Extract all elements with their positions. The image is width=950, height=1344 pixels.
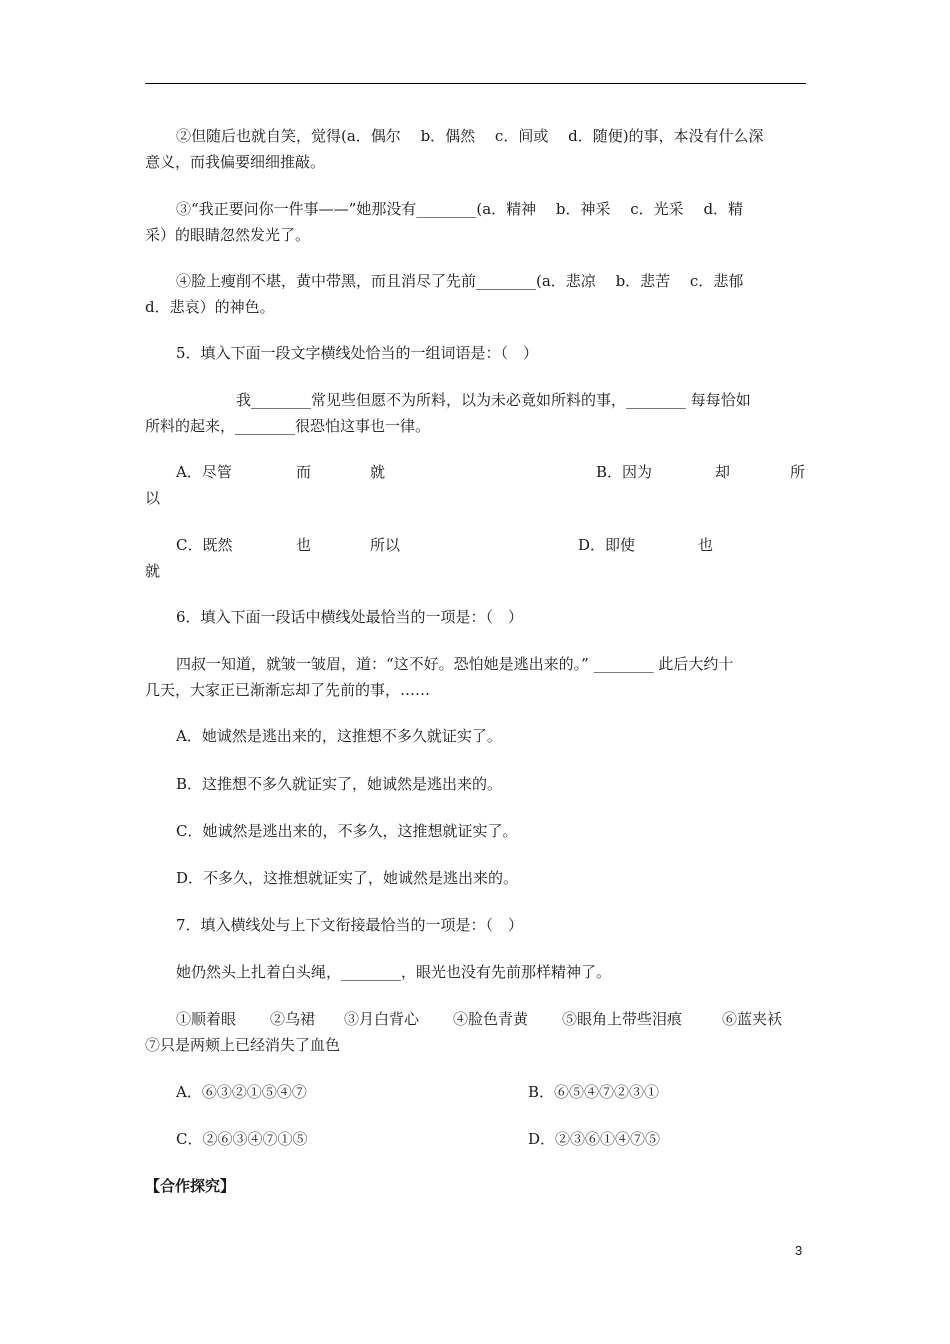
section-heading-bold: 合作	[160, 1177, 191, 1195]
question-7-text: 她仍然头上扎着白头绳，________，眼光也没有先前那样精神了。	[176, 963, 612, 981]
q5-option-c-word-2: 也	[296, 536, 312, 554]
q5-option-d-word-2: 也	[698, 536, 714, 554]
question-6-text-line-2: 几天，大家正已渐渐忘却了先前的事，……	[145, 681, 431, 699]
item-3-line-1: ③“我正要问你一件事——”她那没有________(a．精神 b．神采 c．光采 d．精	[176, 200, 744, 218]
q5-option-b-word-3: 所	[790, 463, 806, 481]
q5-option-b-word-2: 却	[715, 463, 731, 481]
q6-option-a: A．她诚然是逃出来的，这推想不多久就证实了。	[176, 727, 502, 745]
item-3-line-2: 采）的眼睛忽然发光了。	[145, 226, 311, 244]
q5-option-a-word-2: 而	[296, 463, 312, 481]
q5-option-a-label: A．尽管	[176, 463, 232, 481]
q5-option-b-wrap: 以	[145, 489, 161, 507]
q7-option-d: D．②③⑥①④⑦⑤	[528, 1130, 661, 1148]
q7-item-4: ④脸色青黄	[453, 1010, 529, 1028]
section-bracket-open: 【	[145, 1177, 161, 1195]
item-4-line-2: d．悲哀）的神色。	[145, 298, 275, 316]
q5-option-c-word-3: 所以	[370, 536, 401, 554]
q7-item-6: ⑥蓝夹袄	[722, 1010, 783, 1028]
item-4-line-1: ④脸上瘦削不堪，黄中带黑，而且消尽了先前________(a．悲凉 b．悲苦 c．悲郁	[176, 272, 744, 290]
q6-option-c: C．她诚然是逃出来的，不多久，这推想就证实了。	[176, 822, 518, 840]
question-5-text-line-2: 所料的起来，________很恐怕这事也一律。	[145, 417, 431, 435]
q5-option-a-word-3: 就	[370, 463, 386, 481]
q7-item-3: ③月白背心	[344, 1010, 420, 1028]
q7-option-c: C．②⑥③④⑦①⑤	[176, 1130, 308, 1148]
q7-option-b: B．⑥⑤④⑦②③①	[528, 1083, 660, 1101]
q7-item-7: ⑦只是两颊上已经消失了血色	[145, 1036, 341, 1054]
question-5-text-line-1: 我________常见些但愿不为所料，以为未必竟如所料的事，________ 每每恰如	[236, 391, 751, 409]
q7-item-5: ⑤眼角上带些泪痕	[562, 1010, 683, 1028]
header-rule	[145, 83, 806, 84]
q5-option-b-label: B．因为	[596, 463, 653, 481]
question-7-stem: 7．填入横线处与上下文衔接最恰当的一项是：（ ）	[176, 916, 524, 934]
q5-option-d-label: D．即使	[578, 536, 636, 554]
q5-option-d-wrap: 就	[145, 562, 161, 580]
q7-option-a: A．⑥③②①⑤④⑦	[176, 1083, 307, 1101]
q6-option-b: B．这推想不多久就证实了，她诚然是逃出来的。	[176, 775, 503, 793]
section-heading-rest: 探究】	[190, 1177, 236, 1195]
item-2-line-1: ②但随后也就自笑，觉得(a．偶尔 b．偶然 c．间或 d．随便)的事，本没有什么深	[176, 127, 764, 145]
q6-option-d: D．不多久，这推想就证实了，她诚然是逃出来的。	[176, 869, 519, 887]
section-heading	[145, 1173, 806, 1199]
question-5-stem: 5．填入下面一段文字横线处恰当的一组词语是：（ ）	[176, 344, 539, 362]
page-number: 3	[795, 1243, 803, 1258]
question-6-text-line-1: 四叔一知道，就皱一皱眉，道：“这不好。恐怕她是逃出来的。” ________ 此后大约十	[176, 655, 734, 673]
q5-option-c-label: C．既然	[176, 536, 233, 554]
item-2-line-2: 意义，而我偏要细细推敲。	[145, 153, 326, 171]
question-6-stem: 6．填入下面一段话中横线处最恰当的一项是：（ ）	[176, 608, 524, 626]
q7-item-1: ①顺着眼	[176, 1010, 237, 1028]
q7-item-2: ②乌裙	[270, 1010, 316, 1028]
